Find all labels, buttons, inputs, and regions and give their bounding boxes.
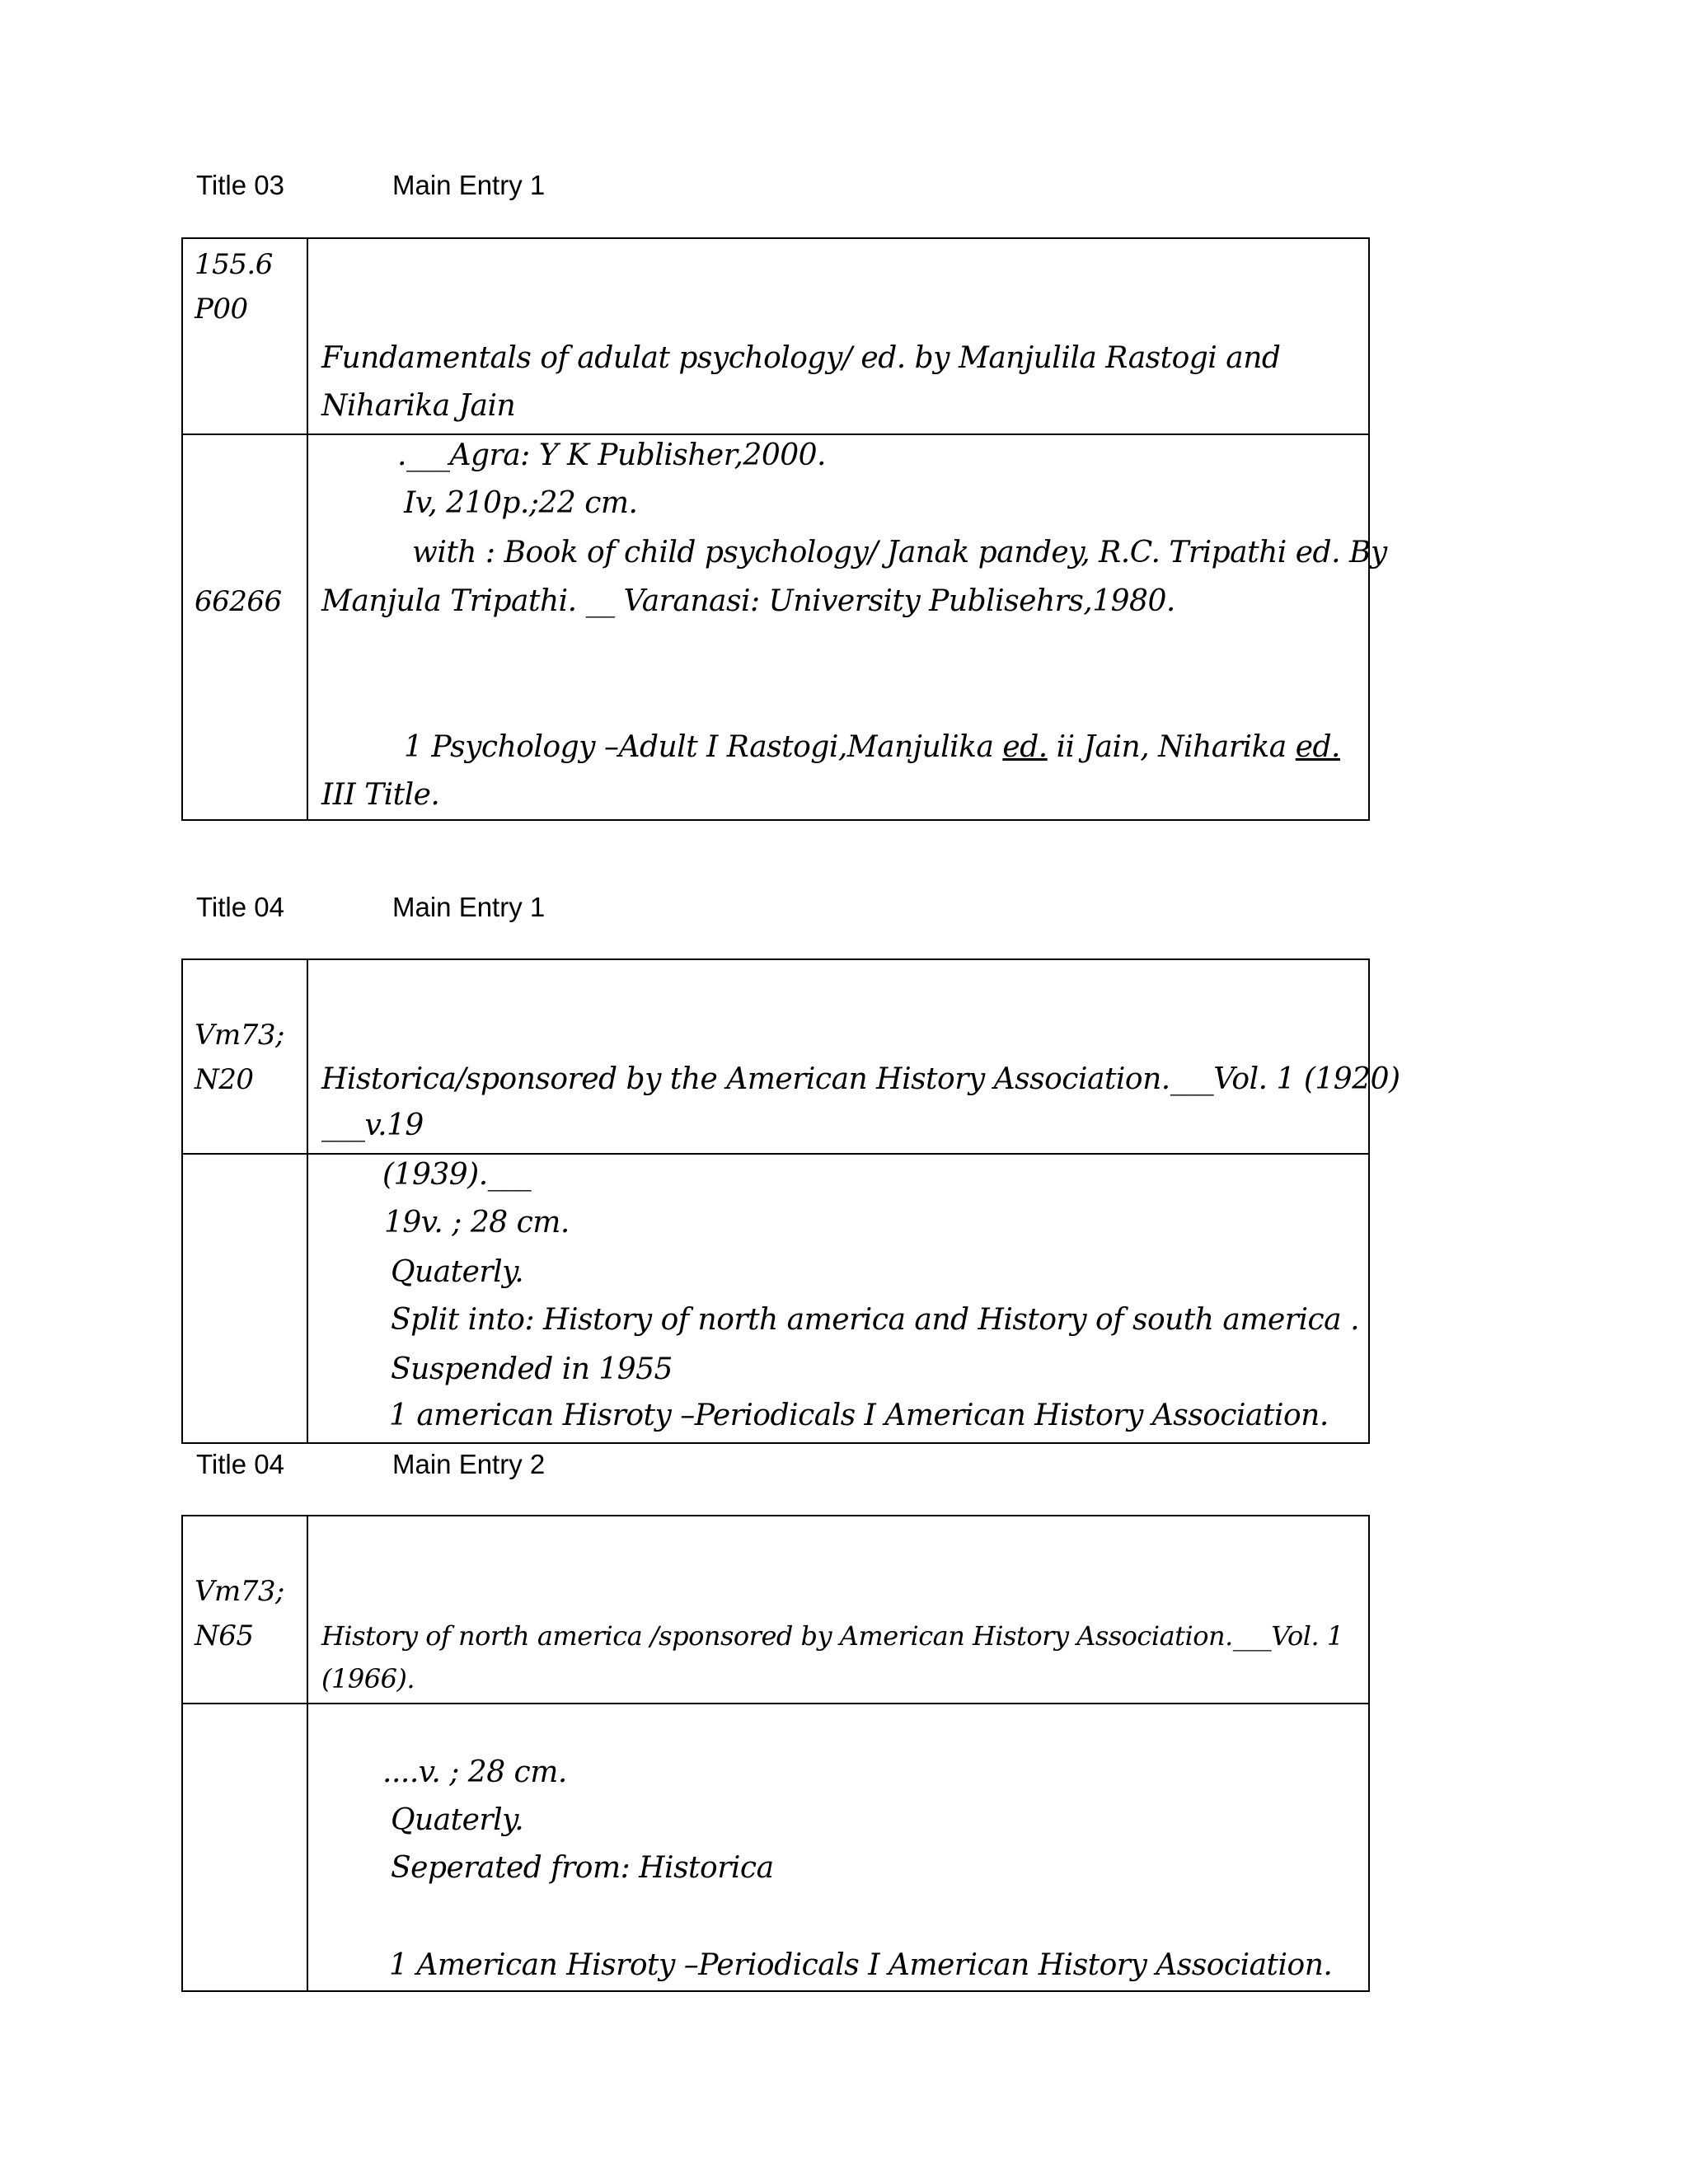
card-2-body-line-4: Split into: History of north america and History of south america . [391, 1303, 1360, 1337]
card-1-tracing-end: III Title. [321, 778, 440, 812]
card-1-title-line-2: Niharika Jain [321, 389, 516, 423]
card-3-title-row [183, 1516, 1368, 1703]
card-1-tracing-ed-1: ed. [1002, 730, 1048, 764]
card-3-body-row [183, 1703, 1368, 1990]
card-2-call-number-book: N20 [195, 1063, 254, 1096]
card-1-call-cell [183, 239, 308, 434]
card-3-call-number-book: N65 [195, 1619, 254, 1652]
card-3-call-cell [183, 1516, 308, 1703]
card-3-title-line-1: History of north america /sponsored by American History Association.___Vol. 1 [321, 1620, 1343, 1652]
card-1-title-label: Title 03 [196, 170, 284, 200]
card-2-title-row [183, 960, 1400, 1153]
catalog-card-1 [181, 237, 1387, 821]
card-3-call-number-class: Vm73; [195, 1575, 285, 1608]
card-1-title-row [183, 239, 1368, 434]
card-2-heading [196, 891, 546, 924]
card-3-title-label: Title 04 [196, 1449, 284, 1479]
card-1-tracing-part-1: 1 Psychology –Adult I Rastogi,Manjulika [404, 730, 1003, 764]
card-1-with-note: with : Book of child psychology/ Janak pandey, R.C. Tripathi ed. By [412, 536, 1387, 569]
card-1-entry-label: Main Entry 1 [392, 170, 546, 200]
card-2-title-line-1: Historica/sponsored by the American History Association.___Vol. 1 (1920) [321, 1062, 1400, 1096]
card-3-body-line-2: Quaterly. [391, 1803, 524, 1837]
card-3-entry-label: Main Entry 2 [392, 1449, 546, 1479]
card-1-call-number-book: P00 [195, 293, 248, 326]
card-1-body-row [183, 434, 1387, 819]
card-2-body-line-6: 1 american Hisroty –Periodicals I American History Association. [389, 1399, 1329, 1432]
card-2-body-line-1: (1939).___ [382, 1158, 532, 1192]
card-3-title-line-2: (1966). [321, 1663, 415, 1694]
card-1-imprint: .___Agra: Y K Publisher,2000. [397, 438, 826, 472]
card-1-call-number-class: 155.6 [195, 248, 273, 281]
card-2-body-line-5: Suspended in 1955 [391, 1352, 673, 1386]
card-1-with-note-cont: Manjula Tripathi. __ Varanasi: University Publisehrs,1980. [321, 584, 1175, 618]
card-1-tracing-part-2: ii Jain, Niharika [1047, 730, 1296, 764]
card-2-body-row [183, 1153, 1368, 1442]
card-1-accession-cell [183, 435, 308, 819]
card-3-body-line-4: 1 American Hisroty –Periodicals I American History Association. [389, 1948, 1333, 1982]
catalog-card-2 [181, 958, 1400, 1444]
card-2-call-number-class: Vm73; [195, 1019, 285, 1052]
card-2-entry-label: Main Entry 1 [392, 892, 546, 922]
card-3-heading [196, 1448, 546, 1481]
card-3-body-line-3: Seperated from: Historica [391, 1851, 774, 1885]
card-2-body-line-2: 19v. ; 28 cm. [384, 1206, 570, 1240]
card-2-call-cell [183, 960, 308, 1153]
card-1-heading [196, 169, 546, 202]
card-1-collation: Iv, 210p.;22 cm. [404, 486, 638, 520]
card-2-body-line-3: Quaterly. [391, 1255, 524, 1289]
card-2-title-line-2: ___v.19 [321, 1108, 424, 1142]
card-3-accession-cell [183, 1704, 308, 1990]
card-1-tracing-ed-2: ed. [1295, 730, 1340, 764]
card-1-title-line-1: Fundamentals of adulat psychology/ ed. by Manjulila Rastogi and [321, 341, 1281, 375]
card-2-title-label: Title 04 [196, 892, 284, 922]
card-2-accession-cell [183, 1155, 308, 1442]
catalog-card-3 [181, 1515, 1370, 1992]
card-3-body-line-1: ....v. ; 28 cm. [382, 1755, 567, 1789]
card-1-tracing [404, 724, 1340, 771]
card-1-accession-number: 66266 [195, 585, 282, 618]
